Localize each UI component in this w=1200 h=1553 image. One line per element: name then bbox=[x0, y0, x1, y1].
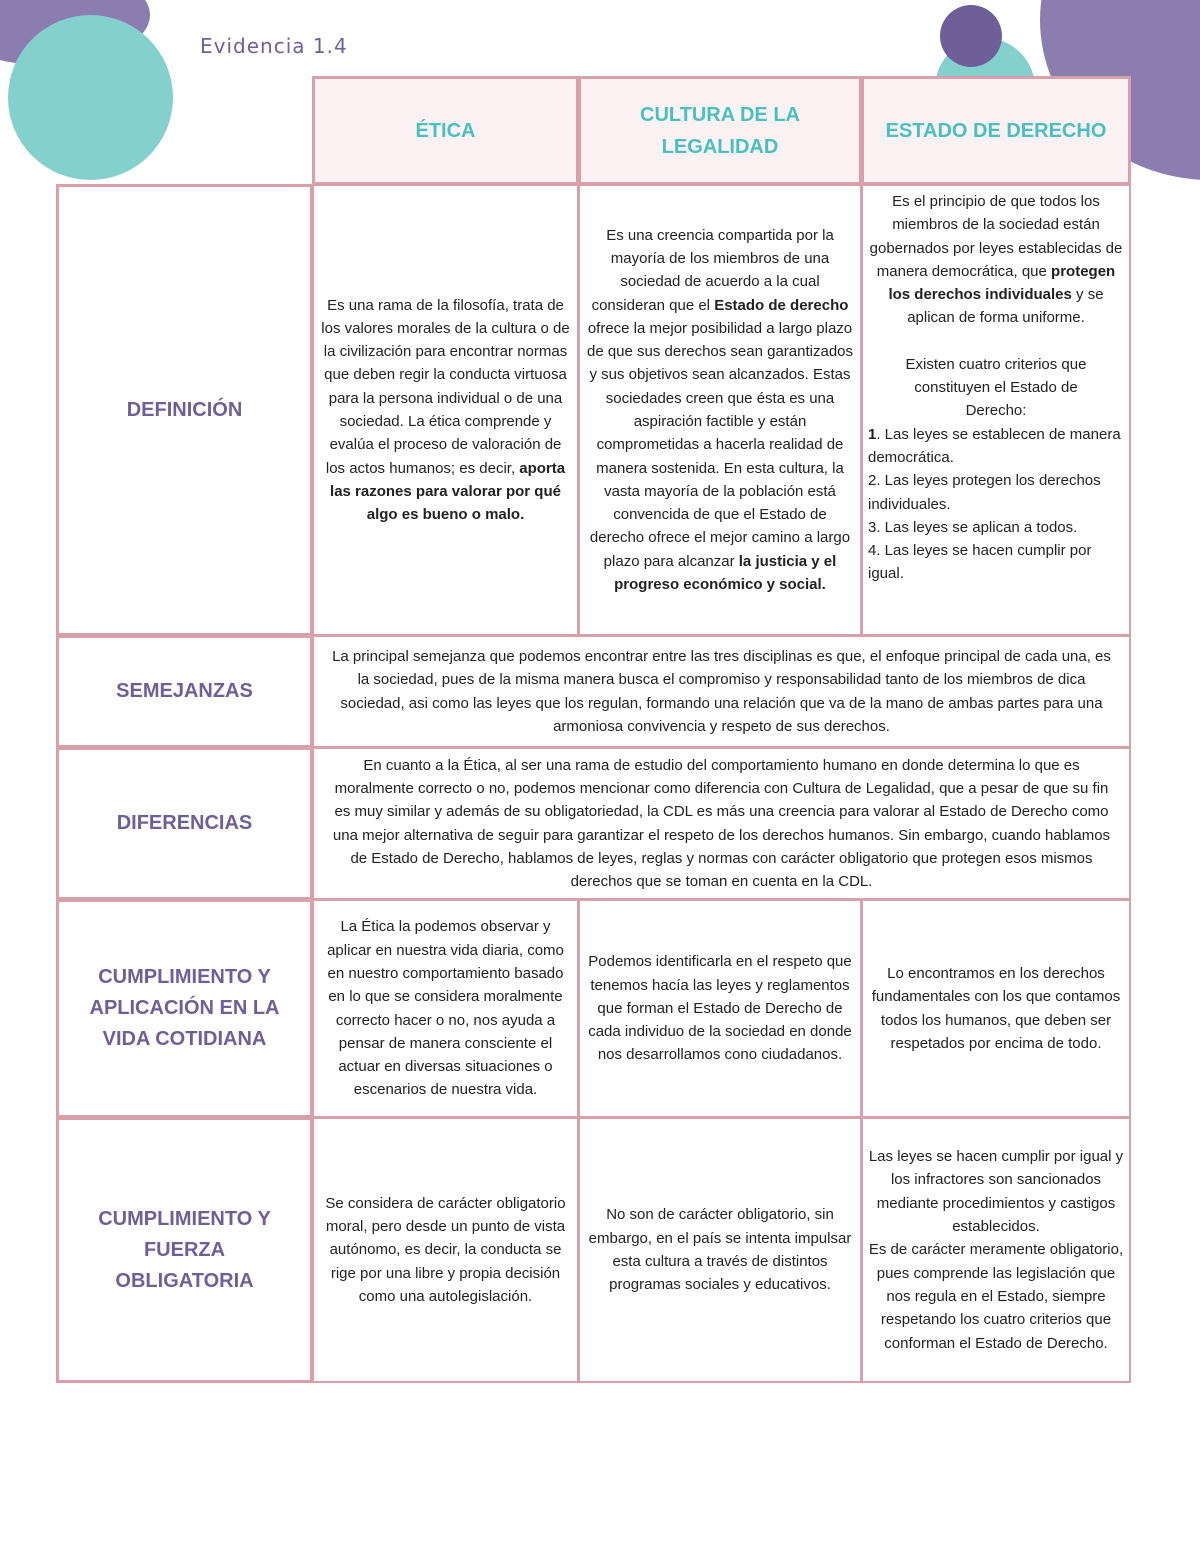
definicion-cultura-text bbox=[585, 224, 855, 597]
fuerza-estado-text-2: Es de carácter meramente obligatorio, pues comprende las legislación que nos regula en el Estado, siempre respetando los cuatro criterios que conforman el Estado de Derecho. bbox=[868, 1241, 1124, 1352]
aplicacion-estado-text: Lo encontramos en los derechos fundamentales con los que contamos todos los humanos, que deben ser respetados por encima de todo. bbox=[871, 964, 1121, 1052]
row-label-semejanzas bbox=[56, 635, 313, 748]
cell-definicion-estado bbox=[861, 184, 1131, 636]
decor-circle-darkpurple-right bbox=[940, 5, 1002, 67]
header-estado-label: ESTADO DE DERECHO bbox=[885, 119, 1107, 142]
header-cultura-label: CULTURA DE LA LEGALIDAD bbox=[640, 103, 800, 158]
diferencias-label: DIFERENCIAS bbox=[116, 812, 253, 834]
fuerza-estado-text-1: Las leyes se hacen cumplir por igual y los infractores son sancionados mediante procedimientos y castigos establecidos. bbox=[868, 1148, 1124, 1236]
semejanzas-text: La principal semejanza que podemos encontrar entre las tres disciplinas es que, el enfoque principal de cada una, es la sociedad, pues de la misma manera busca el compromiso y responsabilidad tanto de los miembros de dica sociedad, asi como las leyes que los regulan, formando una relación que va de la mano de ambas partes para una armoniosa convivencia y respeto de sus derechos. bbox=[332, 647, 1111, 735]
cell-aplicacion-estado bbox=[861, 899, 1131, 1118]
definicion-etica-text bbox=[319, 294, 572, 527]
definicion-cultura-part1: Es una creencia compartida por la mayoría de los miembros de una sociedad de acuerdo a la cual consideran que el bbox=[591, 226, 834, 314]
cell-fuerza-etica bbox=[312, 1117, 579, 1383]
header-cultura bbox=[578, 76, 862, 185]
definicion-label: DEFINICIÓN bbox=[126, 398, 243, 421]
diferencias-text: En cuanto a la Ética, al ser una rama de estudio del comportamiento humano en donde determina lo que es moralmente correcto o no, podemos mencionar como diferencia con Cultura de Legalidad, que a pesar de que su fin es muy similar y además de su obligatoriedad, la CDL es más una creencia para valorar al Estado de Derecho como una mejor alternativa de seguir para garantizar el respeto de los derechos humanos. Sin embargo, cuando hablamos de Estado de Derecho, hablamos de leyes, reglas y normas con carácter obligatorio que protegen esos mismos derechos que se toman en cuenta en la CDL. bbox=[332, 756, 1111, 891]
criterio-1 bbox=[868, 423, 1124, 470]
document-title: Evidencia 1.4 bbox=[200, 34, 348, 58]
row-label-aplicacion bbox=[56, 899, 313, 1118]
row-label-diferencias bbox=[56, 747, 313, 900]
definicion-estado-bold1: protegen los derechos individuales bbox=[888, 262, 1116, 304]
fuerza-label: CUMPLIMIENTO Y FUERZA OBLIGATORIA bbox=[98, 1207, 271, 1292]
row-label-definicion bbox=[56, 184, 313, 636]
definicion-estado-part2: y se aplican de forma uniforme. bbox=[907, 286, 1104, 327]
definicion-cultura-bold2: la justicia y el progreso económico y social. bbox=[614, 552, 837, 594]
row-label-fuerza bbox=[56, 1117, 313, 1383]
definicion-estado-intro: Existen cuatro criterios que constituyen el Estado de Derecho: bbox=[905, 355, 1087, 420]
fuerza-cultura-text: No son de carácter obligatorio, sin embargo, en el país se intenta impulsar esta cultura a través de distintos programas sociales y educativos. bbox=[588, 1206, 852, 1294]
fuerza-estado-content bbox=[868, 1145, 1124, 1355]
header-estado bbox=[861, 76, 1131, 185]
spacer bbox=[868, 330, 1124, 353]
header-etica bbox=[312, 76, 579, 185]
cell-semejanzas bbox=[312, 635, 1131, 748]
aplicacion-label: CUMPLIMIENTO Y APLICACIÓN EN LA VIDA COTIDIANA bbox=[89, 966, 280, 1050]
empty-corner bbox=[57, 77, 313, 185]
header-etica-label: ÉTICA bbox=[415, 119, 476, 142]
cell-definicion-cultura bbox=[578, 184, 862, 636]
criterio-1-num: 1 bbox=[868, 425, 877, 443]
criterio-2: 2. Las leyes protegen los derechos individuales. bbox=[868, 472, 1101, 513]
cell-definicion-etica bbox=[312, 184, 579, 636]
definicion-estado-part1: Es el principio de que todos los miembros de la sociedad están gobernados por leyes establecidas de manera democrática, que bbox=[869, 193, 1123, 280]
definicion-cultura-bold1: Estado de derecho bbox=[714, 296, 849, 314]
criterio-3: 3. Las leyes se aplican a todos. bbox=[868, 518, 1078, 536]
cell-aplicacion-etica bbox=[312, 899, 579, 1118]
fuerza-etica-text: Se considera de carácter obligatorio moral, pero desde un punto de vista autónomo, es decir, la conducta se rige por una libre y propia decisión como una autolegislación. bbox=[325, 1194, 566, 1305]
criterio-1-text: . Las leyes se establecen de manera democrática. bbox=[868, 425, 1121, 466]
cell-diferencias bbox=[312, 747, 1131, 900]
semejanzas-label: SEMEJANZAS bbox=[116, 680, 253, 702]
definicion-estado-content bbox=[868, 190, 1124, 586]
aplicacion-etica-text: La Ética la podemos observar y aplicar en nuestra vida diaria, como en nuestro comportamiento basado en lo que se considera moralmente correcto hacer o no, nos ayuda a pensar de manera consciente el actuar en diversas situaciones o escenarios de nuestra vida. bbox=[327, 918, 564, 1099]
cell-fuerza-cultura bbox=[578, 1117, 862, 1383]
comparison-table bbox=[57, 77, 1131, 1383]
criterio-4: 4. Las leyes se hacen cumplir por igual. bbox=[868, 542, 1092, 583]
cell-fuerza-estado bbox=[861, 1117, 1131, 1383]
definicion-estado-principle bbox=[868, 190, 1124, 330]
definicion-cultura-part2: ofrece la mejor posibilidad a largo plazo de que sus derechos sean garantizados y sus objetivos sean alcanzados. Estas sociedades creen que ésta es una aspiración factible y están comprometidas a hacerla realidad de manera sostenida. En esta cultura, la vasta mayoría de la población está convencida de que el Estado de derecho ofrece el mejor camino a largo plazo para alcanzar bbox=[586, 319, 853, 570]
cell-aplicacion-cultura bbox=[578, 899, 862, 1118]
aplicacion-cultura-text: Podemos identificarla en el respeto que tenemos hacía las leyes y reglamentos que forman el Estado de Derecho de cada individuo de la sociedad en donde nos desarrollamos cono ciudadanos. bbox=[588, 953, 852, 1064]
definicion-etica-body: Es una rama de la filosofía, trata de los valores morales de la cultura o de la civilización para encontrar normas que deben regir la conducta virtuosa para la persona individual o de una sociedad. La ética comprende y evalúa el proceso de valoración de los actos humanos; es decir, bbox=[321, 296, 570, 477]
definicion-etica-bold: aporta las razones para valorar por qué algo es bueno o malo. bbox=[330, 459, 566, 524]
